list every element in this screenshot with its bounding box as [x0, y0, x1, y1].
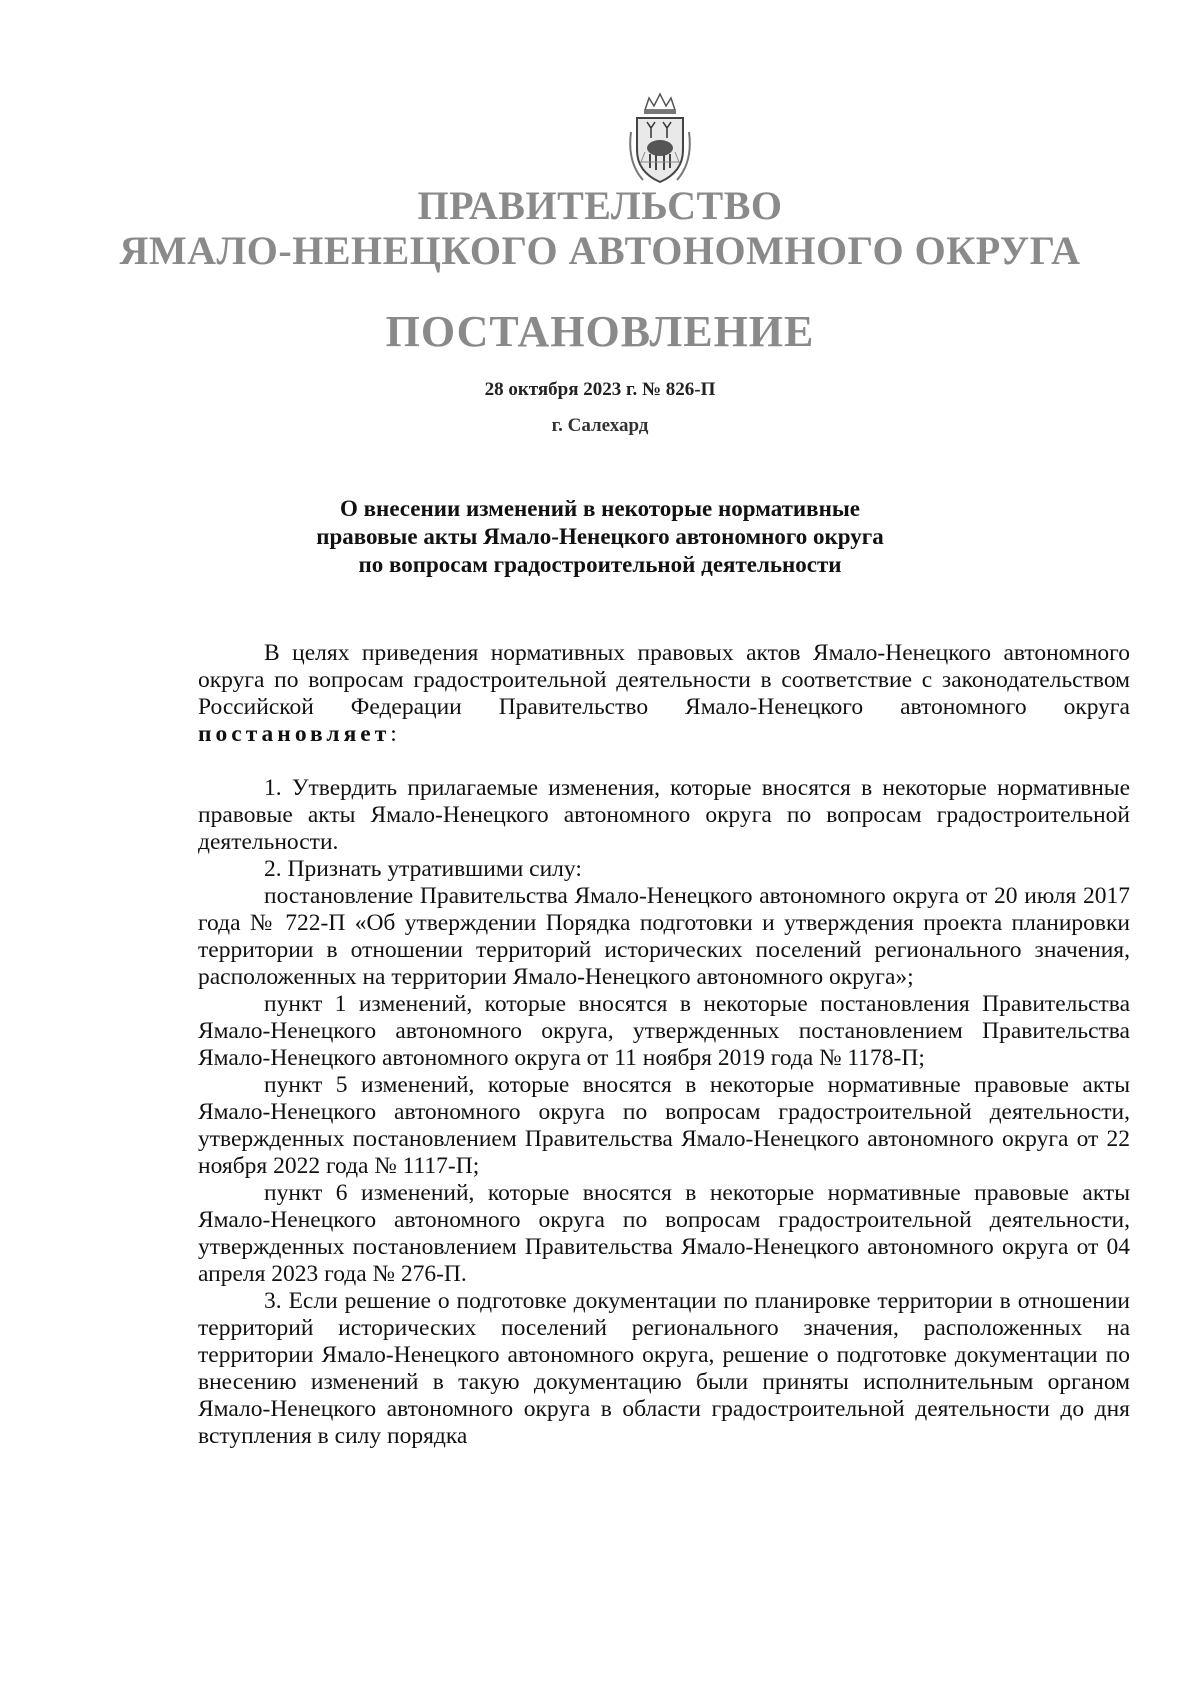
preamble-paragraph — [198, 640, 1130, 748]
date-and-number: 28 октября 2023 г. № 826-П — [484, 379, 716, 400]
subject-line-3: по вопросам градостроительной деятельности — [358, 552, 842, 577]
city-name: г. Салехард — [551, 415, 649, 436]
preamble-colon: : — [390, 721, 397, 747]
document-subject — [0, 495, 1200, 579]
item-1-paragraph: 1. Утвердить прилагаемые изменения, которые вносятся в некоторые нормативные правовые акты Ямало-Ненецкого автономного округа по вопросам градостроительной деятельности. — [198, 775, 1130, 855]
preamble-verb: постановляет — [198, 721, 391, 747]
item-2-subitem-a: постановление Правительства Ямало-Ненецкого автономного округа от 20 июля 2017 года № 722-П «Об утверждении Порядка подготовки и утверждения проекта планировки территории в отношении территорий исторических поселений регионального значения, расположенных на территории Ямало-Ненецкого автономного округа»; — [198, 883, 1130, 990]
item-2-subitem-d: пункт 6 изменений, которые вносятся в некоторые нормативные правовые акты Ямало-Ненецкого автономного округа по вопросам градостроительной деятельности, утвержденных постановлением Правительства Ямало-Ненецкого автономного округа от 04 апреля 2023 года № 276-П. — [198, 1180, 1130, 1287]
coat-of-arms-icon — [623, 92, 697, 188]
subject-line-1: О внесении изменений в некоторые нормативные — [340, 496, 860, 521]
item-2-paragraph: 2. Признать утратившими силу: — [264, 856, 582, 882]
government-title-line1: ПРАВИТЕЛЬСТВО — [417, 183, 783, 228]
government-title-line2: ЯМАЛО-НЕНЕЦКОГО АВТОНОМНОГО ОКРУГА — [119, 228, 1081, 273]
subject-line-2: правовые акты Ямало-Ненецкого автономного округа — [316, 524, 884, 549]
document-type-title: ПОСТАНОВЛЕНИЕ — [385, 307, 815, 356]
document-body — [198, 640, 1130, 1450]
item-2-subitem-b: пункт 1 изменений, которые вносятся в некоторые постановления Правительства Ямало-Ненецкого автономного округа, утвержденных постановлением Правительства Ямало-Ненецкого автономного округа от 11 ноября 2019 года № 1178-П; — [198, 991, 1130, 1071]
item-2-subitem-c: пункт 5 изменений, которые вносятся в некоторые нормативные правовые акты Ямало-Ненецкого автономного округа по вопросам градостроительной деятельности, утвержденных постановлением Правительства Ямало-Ненецкого автономного округа от 22 ноября 2022 года № 1117-П; — [198, 1072, 1130, 1179]
preamble-text: В целях приведения нормативных правовых актов Ямало-Ненецкого автономного округа по вопросам градостроительной деятельности в соответствие с законодательством Российской Федерации Правительство Ямало-Ненецкого автономного округа — [198, 640, 1130, 720]
item-3-paragraph: 3. Если решение о подготовке документации по планировке территории в отношении территорий исторических поселений регионального значения, расположенных на территории Ямало-Ненецкого автономного округа, решение о подготовке документации по внесению изменений в такую документацию были приняты исполнительным органом Ямало-Ненецкого автономного округа в области градостроительной деятельности до дня вступления в силу порядка — [198, 1288, 1130, 1449]
